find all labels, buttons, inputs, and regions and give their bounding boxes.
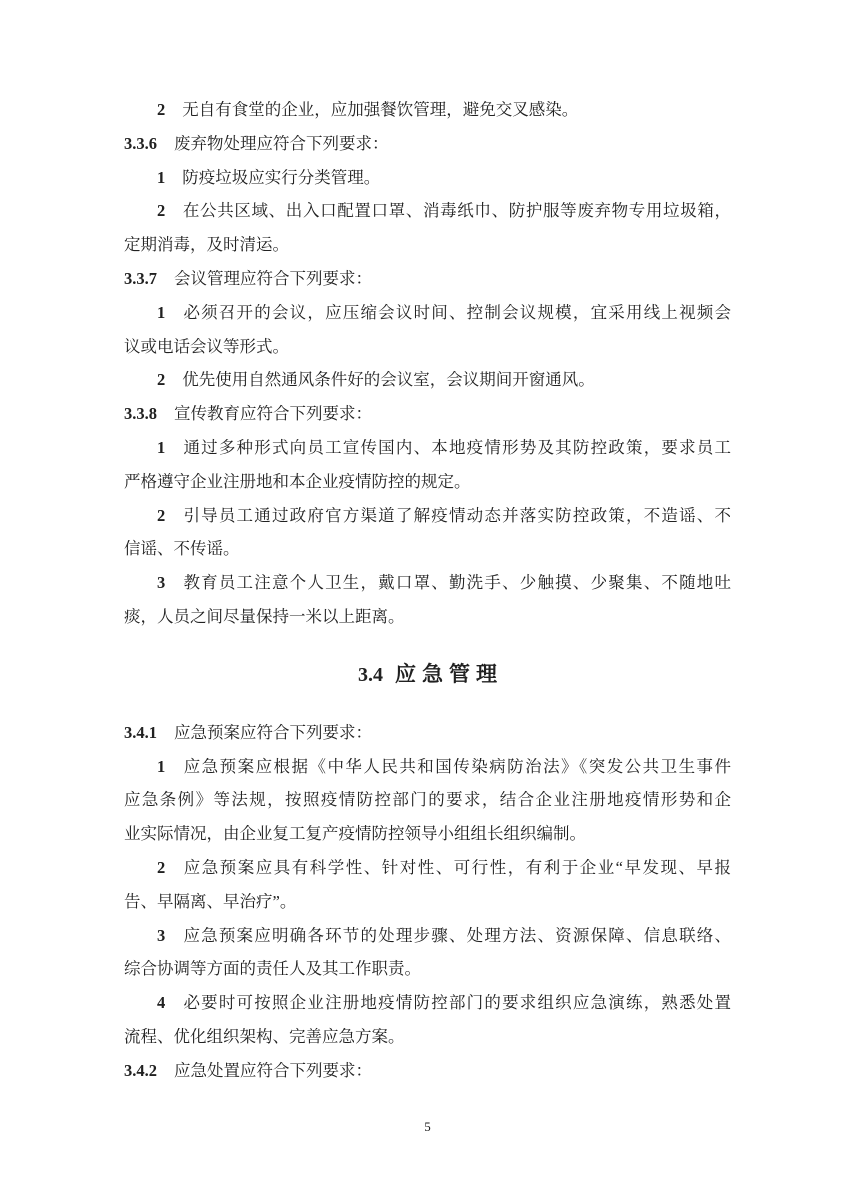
- line-text: 必须召开的会议，应压缩会议时间、控制会议规模，宜采用线上视频会: [182, 302, 731, 322]
- line-text: 告、早隔离、早治疗”。: [124, 891, 297, 911]
- clause-number: 2: [157, 201, 166, 221]
- doc-line: [124, 330, 731, 364]
- line-text: 应急预案应根据《中华人民共和国传染病防治法》《突发公共卫生事件: [182, 756, 731, 776]
- clause-number: 3: [157, 573, 166, 593]
- clause-number: 3.3.6: [124, 133, 157, 153]
- line-text: 流程、优化组织架构、完善应急方案。: [124, 1026, 405, 1046]
- clause-number: 1: [157, 756, 166, 776]
- doc-line: [124, 363, 731, 397]
- section-heading-title: 应急管理: [395, 662, 503, 686]
- section-heading-number: 3.4: [358, 663, 383, 686]
- doc-line: [124, 750, 731, 784]
- line-text: 信谣、不传谣。: [124, 539, 240, 559]
- line-text: 宣传教育应符合下列要求：: [174, 404, 372, 424]
- section-heading: [124, 655, 731, 695]
- line-text: 应急条例》等法规，按照疫情防控部门的要求，结合企业注册地疫情形势和企: [124, 790, 731, 810]
- line-text: 引导员工通过政府官方渠道了解疫情动态并落实防控政策，不造谣、不: [182, 505, 731, 525]
- doc-line: [124, 783, 731, 817]
- doc-line: [124, 194, 731, 228]
- clause-number: 2: [157, 370, 166, 390]
- line-text: 应急预案应明确各环节的处理步骤、处理方法、资源保障、信息联络、: [182, 925, 731, 945]
- text-block-before-heading: [124, 93, 731, 634]
- line-text: 议或电话会议等形式。: [124, 336, 289, 356]
- clause-number: 3.4.2: [124, 1060, 157, 1080]
- clause-number: 3.3.8: [124, 404, 157, 424]
- clause-number: 2: [157, 100, 166, 119]
- line-text: 综合协调等方面的责任人及其工作职责。: [124, 959, 421, 979]
- clause-number: 1: [157, 302, 166, 322]
- doc-line: [124, 600, 731, 634]
- line-text: 应急预案应符合下列要求：: [174, 722, 372, 742]
- doc-line: [124, 1054, 731, 1088]
- doc-line: [124, 465, 731, 499]
- doc-line: [124, 716, 731, 750]
- doc-line: [124, 851, 731, 885]
- clause-number: 1: [157, 437, 166, 457]
- doc-line: [124, 817, 731, 851]
- line-text: 优先使用自然通风条件好的会议室，会议期间开窗通风。: [182, 370, 595, 390]
- line-text: 在公共区域、出入口配置口罩、消毒纸巾、防护服等废弃物专用垃圾箱，: [182, 201, 731, 221]
- line-text: 痰，人员之间尽量保持一米以上距离。: [124, 606, 405, 626]
- line-text: 定期消毒，及时清运。: [124, 235, 289, 255]
- line-text: 应急处置应符合下列要求：: [174, 1060, 372, 1080]
- line-text: 应急预案应具有科学性、针对性、可行性，有利于企业“早发现、早报: [182, 857, 731, 877]
- doc-line: [124, 986, 731, 1020]
- page-number: 5: [424, 1118, 431, 1134]
- doc-line: [124, 397, 731, 431]
- line-text: 必要时可按照企业注册地疫情防控部门的要求组织应急演练，熟悉处置: [182, 993, 731, 1013]
- doc-line: [124, 1020, 731, 1054]
- doc-line: [124, 885, 731, 919]
- clause-number: 2: [157, 505, 166, 525]
- clause-number: 3.3.7: [124, 268, 157, 288]
- doc-line: [124, 952, 731, 986]
- line-text: 业实际情况，由企业复工复产疫情防控领导小组组长组织编制。: [124, 824, 586, 844]
- clause-number: 4: [157, 993, 166, 1013]
- doc-line: [124, 566, 731, 600]
- clause-number: 1: [157, 167, 166, 187]
- clause-number: 2: [157, 857, 166, 877]
- doc-line: [124, 296, 731, 330]
- doc-line: [124, 499, 731, 533]
- document-content: [124, 93, 731, 1137]
- doc-line: [124, 161, 731, 195]
- doc-line: [124, 262, 731, 296]
- text-block-after-heading: [124, 716, 731, 1088]
- clause-number: 3: [157, 925, 166, 945]
- line-text: 无自有食堂的企业，应加强餐饮管理，避免交叉感染。: [182, 100, 579, 119]
- line-text: 防疫垃圾应实行分类管理。: [182, 167, 381, 187]
- doc-line: [124, 431, 731, 465]
- line-text: 会议管理应符合下列要求：: [174, 268, 372, 288]
- doc-line: [124, 228, 731, 262]
- line-text: 通过多种形式向员工宣传国内、本地疫情形势及其防控政策，要求员工: [182, 437, 731, 457]
- line-text: 严格遵守企业注册地和本企业疫情防控的规定。: [124, 471, 471, 491]
- doc-line: [124, 127, 731, 161]
- doc-line: [124, 93, 731, 127]
- clause-number: 3.4.1: [124, 722, 157, 742]
- doc-line: [124, 532, 731, 566]
- line-text: 教育员工注意个人卫生，戴口罩、勤洗手、少触摸、少聚集、不随地吐: [182, 573, 731, 593]
- line-text: 废弃物处理应符合下列要求：: [174, 133, 389, 153]
- doc-line: [124, 919, 731, 953]
